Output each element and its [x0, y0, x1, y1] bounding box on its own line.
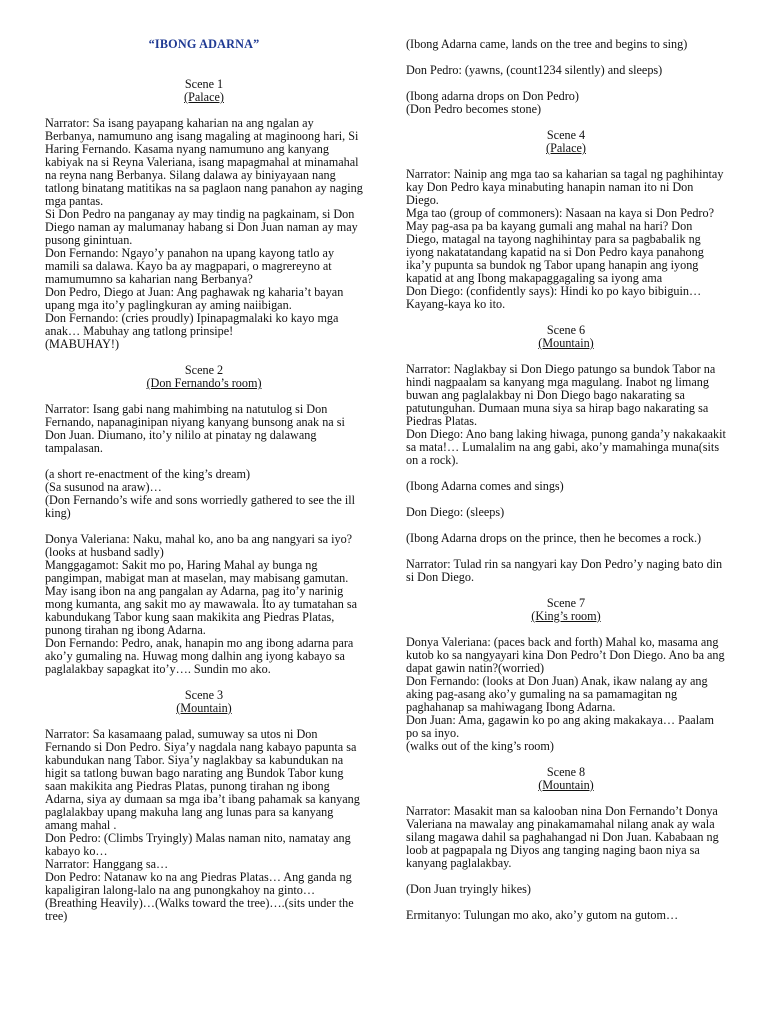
script-line: Don Fernando: Ngayo’y panahon na upang kayong tatlo ay mamili sa dalawa. Kayo ba ay magpapari, o magrereyno at mamumumno sa kaharian nang Berbanya? [45, 246, 335, 286]
script-line: (Don Pedro becomes stone) [406, 102, 542, 116]
right-continuation [406, 38, 726, 116]
scene-heading [406, 597, 726, 623]
text-block [45, 728, 363, 923]
script-line: Narrator: Isang gabi nang mahimbing na natutulog si Don Fernando, napanaginipan niyang kanyang bunsong anak na si Don Juan. Diumano, ito’y nililo at pinatay ng dalawang tampalasan. [45, 402, 345, 455]
scene-location: (Mountain) [176, 701, 232, 715]
text-block [45, 403, 363, 455]
left-scenes [45, 78, 363, 923]
script-line: (MABUHAY!) [45, 337, 120, 351]
script-line: Don Diego: (confidently says): Hindi ko po kayo bibiguin… Kayang-kaya ko ito. [406, 284, 702, 311]
scene-location: (Palace) [546, 141, 586, 155]
text-block [406, 64, 726, 77]
scene-location: (Mountain) [538, 336, 594, 350]
text-block [45, 468, 363, 520]
script-line: Don Fernando: (cries proudly) Ipinapagmalaki ko kayo mga anak… Mabuhay ang tatlong prinsipe! [45, 311, 339, 338]
scene-title: Scene 7 [546, 596, 586, 610]
script-line: (a short re-enactment of the king’s dream) [45, 467, 251, 481]
scene-title: Scene 8 [546, 765, 586, 779]
scene-heading [45, 689, 363, 715]
script-line: Don Pedro: (Climbs Tryingly) Malas naman nito, namatay ang kabayo ko… [45, 831, 351, 858]
scene-title: Scene 1 [184, 77, 224, 91]
script-line: (Ibong adarna drops on Don Pedro) [406, 89, 579, 103]
script-line: Narrator: Hanggang sa… [45, 857, 169, 871]
script-line: (Don Fernando’s wife and sons worriedly gathered to see the ill king) [45, 493, 356, 520]
scene-title: Scene 3 [184, 688, 224, 702]
scene-heading [406, 324, 726, 350]
text-block [406, 363, 726, 467]
scene-location: (Don Fernando’s room) [146, 376, 262, 390]
scene-section [406, 324, 726, 584]
text-block [406, 532, 726, 545]
text-block [406, 883, 726, 896]
scene-location: (King’s room) [531, 609, 601, 623]
script-line: Ermitanyo: Tulungan mo ako, ako’y gutom na gutom… [406, 908, 679, 922]
script-line: Don Pedro, Diego at Juan: Ang paghawak ng kaharia’t bayan upang mga ito’y paglingkuran ay aming naiibigan. [45, 285, 344, 312]
right-scenes [406, 129, 726, 922]
script-line: Narrator: Tulad rin sa nangyari kay Don Pedro’y naging bato din si Don Diego. [406, 557, 723, 584]
scene-location: (Palace) [184, 90, 224, 104]
scene-title: Scene 2 [184, 363, 224, 377]
script-line: Narrator: Naglakbay si Don Diego patungo sa bundok Tabor na hindi nagpaalam sa kanyang mga magulang. Inabot ng limang buwan ang paglalakbay ni Don Diego bago nakarating sa patutunguhan. Dumaan muna siya sa hirap bago nakarating sa Piedras Platas. [406, 362, 716, 428]
text-block [406, 805, 726, 870]
scene-section [406, 766, 726, 922]
scene-section [45, 78, 363, 351]
text-block [45, 533, 363, 676]
scene-heading [406, 129, 726, 155]
scene-section [45, 689, 363, 923]
script-line: (Ibong Adarna drops on the prince, then he becomes a rock.) [406, 531, 702, 545]
scene-heading [45, 78, 363, 104]
script-line: (Ibong Adarna came, lands on the tree and begins to sing) [406, 37, 688, 51]
script-line: Don Fernando: Pedro, anak, hanapin mo ang ibong adarna para ako’y gumaling na. Huwag mong dalhin ang iyong kabayo sa paglalakbay sapagkat ito’y…. Sundin mo ako. [45, 636, 354, 676]
text-block [406, 168, 726, 311]
script-line: Si Don Pedro na panganay ay may tindig na pagkainam, si Don Diego naman ay malumanay habang si Don Juan naman ay may pusong ginintuan. [45, 207, 358, 247]
left-column [45, 38, 363, 936]
scene-section [406, 129, 726, 311]
script-line: Narrator: Sa isang payapang kaharian na ang ngalan ay Berbanya, namumuno ang isang magaling at maginoong hari, Si Haring Fernando. Kasama nyang namumuno ang kanyang kabiyak na si Reyna Valeriana, isang mapagmahal at minamahal na reyna nang Berbanya. Silang dalawa ay biniyayaan nang tatlong binatang matitikas na sa paglaon nang panahon ay naging mga pantas. [45, 116, 363, 208]
scene-location: (Mountain) [538, 778, 594, 792]
script-line: (Ibong Adarna comes and sings) [406, 479, 564, 493]
text-block [45, 117, 363, 351]
script-line: Narrator: Masakit man sa kalooban nina Don Fernando’t Donya Valeriana na mawalay ang pinakamamahal nilang anak ay wala silang magawa dahil sa paghahangad ni Don Juan. Kababaan ng loob at pagpapala ng Diyos ang tanging naging baon niya sa kanyang paglalakbay. [406, 804, 719, 870]
script-line: Donya Valeriana: (paces back and forth) Mahal ko, masama ang kutob ko sa nangyayari kina Don Pedro’t Don Diego. Ano ba ang dapat gawin natin?(worried) [406, 635, 725, 675]
script-line: Mga tao (group of commoners): Nasaan na kaya si Don Pedro? May pag-asa pa ba kayang gumali ang mahal na hari? Don Diego, matagal na tayong naghihintay para sa pagbabalik ng iyong nakatatandang kapatid na si Don Pedro kaya panahong ika’y pupunta sa bundok ng Tabor upang hanapin ang iyong kapatid at ang Ibong makapaggagaling sa iyong ama [406, 206, 714, 285]
script-line: Don Pedro: Natanaw ko na ang Piedras Platas… Ang ganda ng kapaligiran lalong-lalo na ang punongkahoy na ginto…(Breathing Heavily)…(Walks toward the tree)….(sits under the tree) [45, 870, 354, 923]
text-block [406, 506, 726, 519]
play-title: “IBONG ADARNA” [148, 37, 260, 51]
scene-heading [406, 766, 726, 792]
script-line: Don Diego: Ano bang laking hiwaga, punong ganda’y nakakaakit sa mata!… Lumalalim na ang gabi, ako’y mamahinga muna(sits on a rock). [406, 427, 726, 467]
script-line: Don Diego: (sleeps) [406, 505, 505, 519]
scene-section [45, 364, 363, 676]
script-line: Manggagamot: Sakit mo po, Haring Mahal ay bunga ng pangimpan, mabigat man at maselan, may mabisang gamutan. May isang ibon na ang pangalan ay Adarna, pag ito’y narinig mong kumanta, ang sakit mo ay mawawala. Ito ay tumatahan sa kabundukang Tabor kung saan makikita ang Piedras Platas, punong tirahan ng ibong Adarna. [45, 558, 358, 637]
text-block [406, 480, 726, 493]
script-line: (walks out of the king’s room) [406, 739, 554, 753]
text-block [406, 636, 726, 753]
scene-section [406, 597, 726, 753]
right-column [406, 38, 726, 935]
scene-heading [45, 364, 363, 390]
text-block [406, 909, 726, 922]
script-line: (Don Juan tryingly hikes) [406, 882, 531, 896]
script-line: (Sa susunod na araw)… [45, 480, 162, 494]
script-line: Narrator: Sa kasamaang palad, sumuway sa utos ni Don Fernando si Don Pedro. Siya’y nagdala nang kabayo papunta sa kabundukan nang Tabor. Siya’y naglakbay sa kabundukan na higit sa tatlong buwan bago narating ang Bundok Tabor kung saan makikita ang Piedras Platas, punong tirahan ng ibong Adarna, siya ay dumaan sa mga iba’t ibang pahamak sa kanyang paglalakbay upang makuha lang ang lunas para sa kanyang amang mahal . [45, 727, 360, 832]
scene-title: Scene 4 [546, 128, 586, 142]
script-line: Don Pedro: (yawns, (count1234 silently) and sleeps) [406, 63, 663, 77]
text-block [406, 90, 726, 116]
script-line: Donya Valeriana: Naku, mahal ko, ano ba ang nangyari sa iyo?(looks at husband sadly) [45, 532, 353, 559]
script-line: Don Fernando: (looks at Don Juan) Anak, ikaw nalang ay ang aking pag-asang ako’y gumaling na sa pamamagitan ng paghahanap sa mahiwagang Ibong Adarna. [406, 674, 708, 714]
script-line: Narrator: Nainip ang mga tao sa kaharian sa tagal ng paghihintay kay Don Pedro kaya minabuting hanapin naman ito ni Don Diego. [406, 167, 724, 207]
text-block [406, 558, 726, 584]
scene-title: Scene 6 [546, 323, 586, 337]
text-block [406, 38, 726, 51]
script-line: Don Juan: Ama, gagawin ko po ang aking makakaya… Paalam po sa inyo. [406, 713, 714, 740]
